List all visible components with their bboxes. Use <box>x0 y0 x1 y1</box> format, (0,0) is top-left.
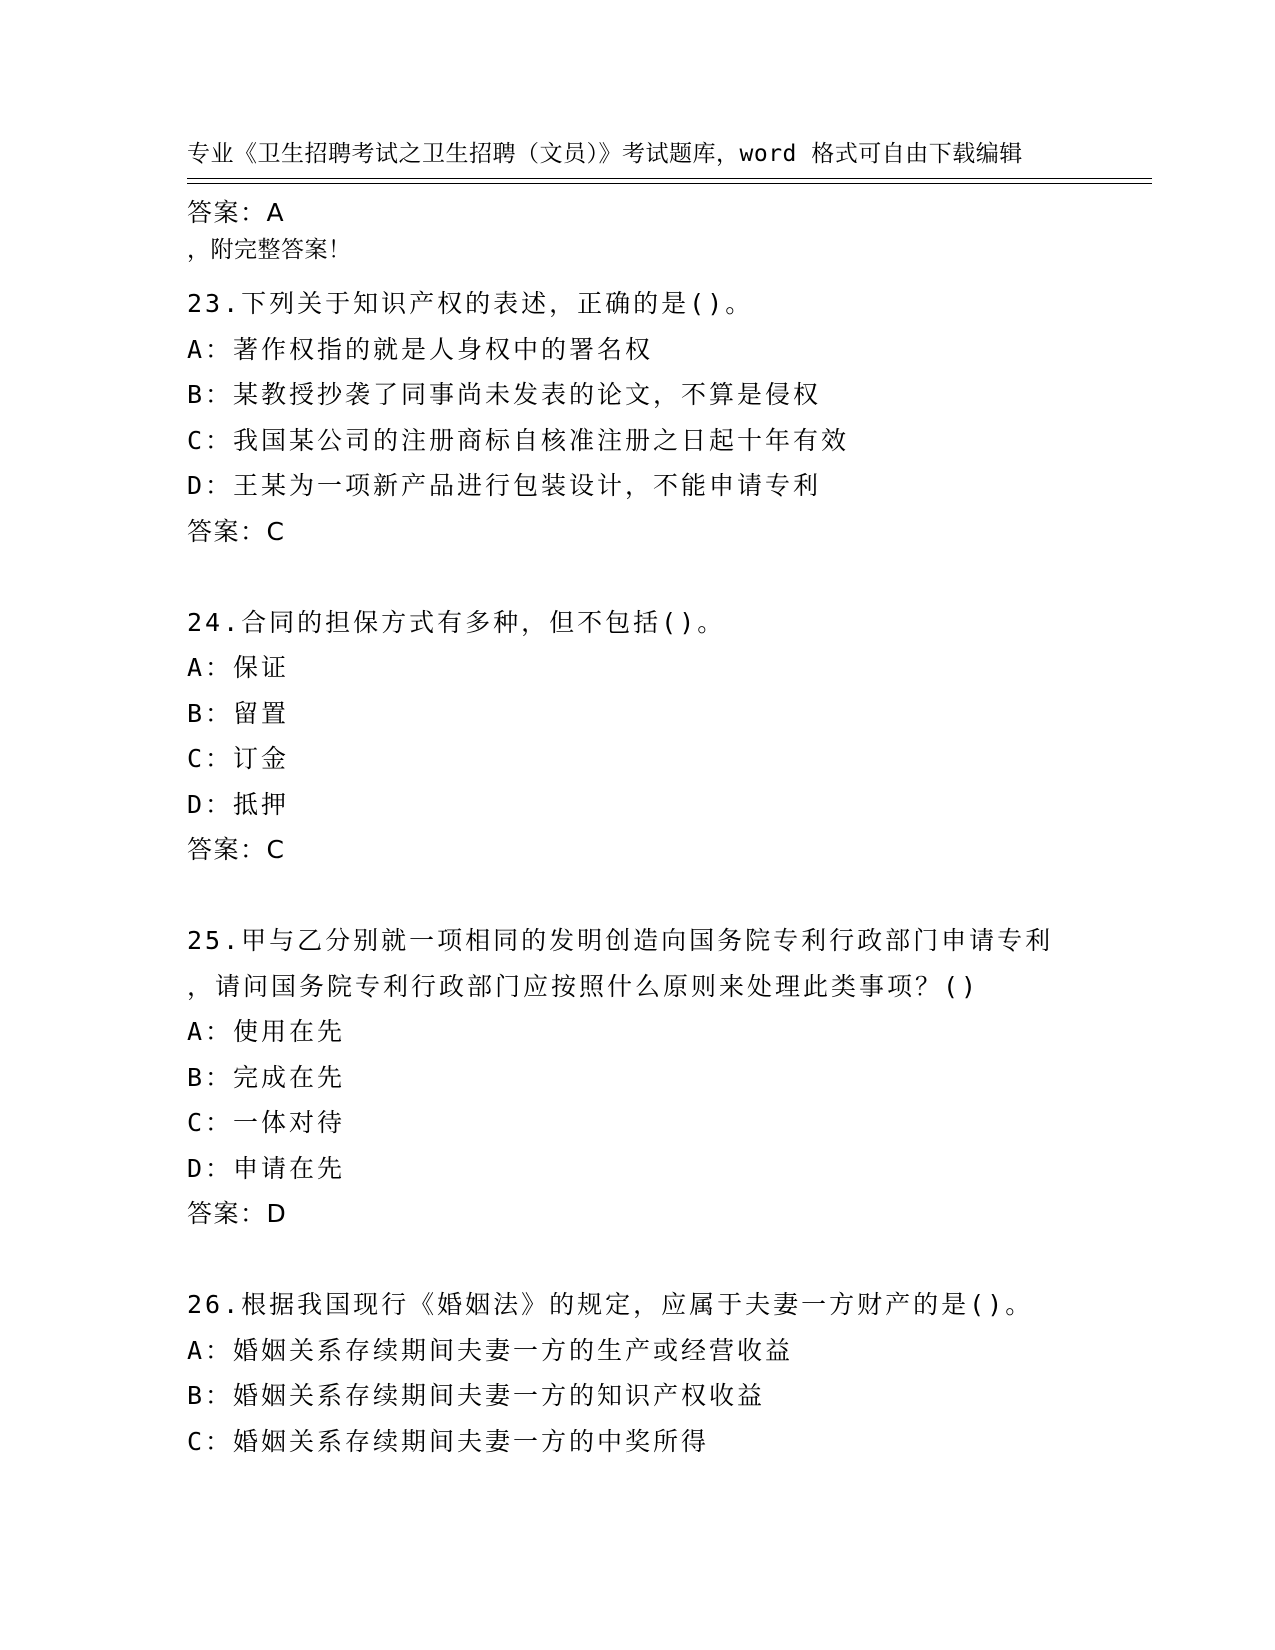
header-divider-top <box>187 178 1152 179</box>
question-block <box>187 1282 1147 1464</box>
question-text: 23.下列关于知识产权的表述，正确的是()。 <box>187 289 754 318</box>
option-c: C：婚姻关系存续期间夫妻一方的中奖所得 <box>187 1426 710 1456</box>
option-d: D：抵押 <box>187 789 290 819</box>
option-d: D：申请在先 <box>187 1153 346 1183</box>
option-b: B：留置 <box>187 698 290 728</box>
answer-line: 答案：C <box>187 516 286 546</box>
option-b: B：某教授抄袭了同事尚未发表的论文，不算是侵权 <box>187 380 822 409</box>
option-c: C：一体对待 <box>187 1108 346 1137</box>
spacer <box>187 873 1147 919</box>
header-line-1: 专业《卫生招聘考试之卫生招聘（文员）》考试题库，word 格式可自由下载编辑 <box>187 141 1023 167</box>
option-b: B：婚姻关系存续期间夫妻一方的知识产权收益 <box>187 1381 766 1410</box>
option-d: D：王某为一项新产品进行包装设计，不能申请专利 <box>187 471 822 500</box>
answer-line: 答案：A <box>187 198 286 227</box>
question-block <box>187 918 1147 1237</box>
spacer <box>187 554 1147 600</box>
question-text: 24.合同的担保方式有多种，但不包括()。 <box>187 607 726 637</box>
header-line-2: ，附完整答案！ <box>187 237 352 263</box>
header-divider-bottom <box>187 183 1152 184</box>
question-block <box>187 281 1147 554</box>
spacer <box>187 236 1147 282</box>
option-a: A：婚姻关系存续期间夫妻一方的生产或经营收益 <box>187 1335 794 1365</box>
question-text: 25.甲与乙分别就一项相同的发明创造向国务院专利行政部门申请专利 <box>187 926 1054 955</box>
option-c: C：订金 <box>187 744 290 773</box>
question-block <box>187 600 1147 873</box>
question-text-continued: ，请问国务院专利行政部门应按照什么原则来处理此类事项？() <box>187 971 980 1001</box>
answer-line: 答案：C <box>187 835 286 864</box>
document-body <box>187 190 1147 1464</box>
option-b: B：完成在先 <box>187 1062 346 1092</box>
option-c: C：我国某公司的注册商标自核准注册之日起十年有效 <box>187 425 850 455</box>
spacer <box>187 1237 1147 1283</box>
option-a: A：著作权指的就是人身权中的署名权 <box>187 334 654 364</box>
option-a: A：保证 <box>187 653 290 682</box>
question-text: 26.根据我国现行《婚姻法》的规定，应属于夫妻一方财产的是()。 <box>187 1290 1034 1319</box>
option-a: A：使用在先 <box>187 1017 346 1046</box>
answer-line: 答案：D <box>187 1199 288 1228</box>
